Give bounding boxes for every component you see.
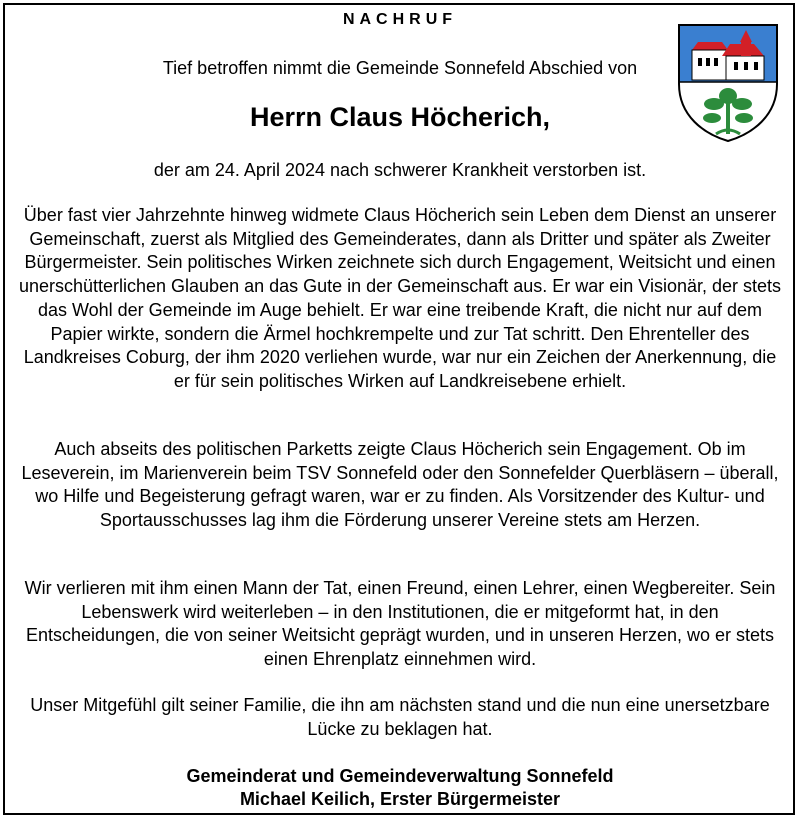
paragraph-legacy: Wir verlieren mit ihm einen Mann der Tat, einen Freund, einen Lehrer, einen Wegbereiter. Sein Lebenswerk wird weiterleben – in den Institutionen, die er mitgeformt hat, in den Entscheidungen, die von seiner Weitsicht geprägt wurden, und in unseren Herzen, wo er stets einen Ehrenplatz einnehmen wird. (24, 578, 776, 670)
paragraph-condolence: Unser Mitgefühl gilt seiner Familie, die ihn am nächsten stand und die nun eine unersetzbare Lücke zu beklagen hat. (30, 695, 770, 739)
paragraph-engagement: Auch abseits des politischen Parketts zeigte Claus Höcherich sein Engagement. Ob im Leseverein, im Marienverein beim TSV Sonnefeld oder den Sonnefelder Querbläsern – überall, wo Hilfe und Begeisterung gefragt waren, war er zu finden. Als Vorsitzender des Kultur- und Sportausschusses lag ihm die Förderung unserer Vereine stets am Herzen. (21, 439, 779, 531)
heading: NACHRUF (342, 11, 458, 28)
signature-organization: Gemeinderat und Gemeindeverwaltung Sonnefeld (186, 766, 614, 786)
intro-text: Tief betroffen nimmt die Gemeinde Sonnefeld Abschied von (162, 58, 638, 78)
deceased-name: Herrn Claus Höcherich, (249, 102, 551, 132)
death-notice: der am 24. April 2024 nach schwerer Krankheit verstorben ist. (153, 160, 647, 180)
paragraph-career: Über fast vier Jahrzehnte hinweg widmete Claus Höcherich sein Leben dem Dienst an unserer Gemeinschaft, zuerst als Mitglied des Gemeinderates, dann als Dritter und später als Zweiter Bürgermeister. Sein politisches Wirken zeichnete sich durch Engagement, Weitsicht und einen unerschütterlichen Glauben an das Gute in der Gemeinschaft aus. Er war ein Visionär, der stets das Wohl der Gemeinde im Auge behielt. Er war eine treibende Kraft, die nicht nur auf dem Papier wirkte, sondern die Ärmel hochkrempelte und zur Tat schritt. Den Ehrenteller des Landkreises Coburg, der ihm 2020 verliehen wurde, war nur ein Zeichen der Anerkennung, die er für sein politisches Wirken auf Landkreisebene erhielt. (18, 205, 782, 391)
signature-block (0, 765, 800, 811)
signature-mayor: Michael Keilich, Erster Bürgermeister (239, 789, 561, 809)
